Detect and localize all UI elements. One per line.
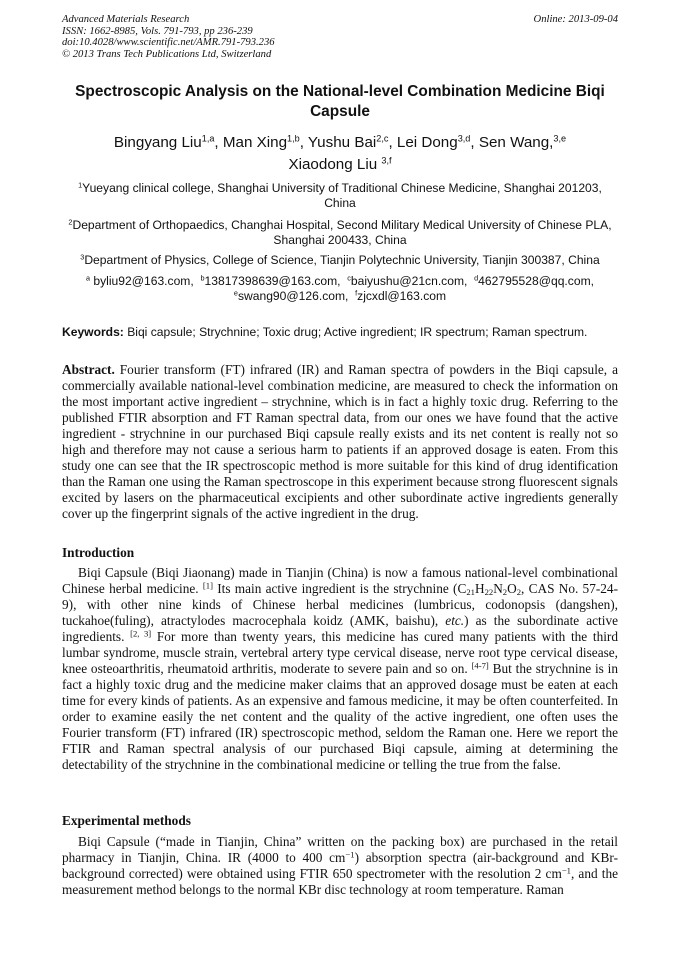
author-affil-mark: 3,f	[381, 155, 392, 166]
author-name: Xiaodong Liu	[288, 156, 378, 173]
element-count: 2	[502, 587, 508, 598]
author-name: Yushu Bai	[307, 134, 377, 151]
affiliation-number: 3	[80, 252, 85, 262]
author-separator: ,	[388, 134, 397, 151]
doi-line: doi:10.4028/www.scientific.net/AMR.791-793.236	[62, 37, 275, 49]
affiliation-2	[62, 218, 618, 248]
online-date: Online: 2013-09-04	[533, 14, 618, 25]
section-heading-experimental-methods: Experimental methods	[62, 813, 191, 828]
email-mark: b	[200, 273, 205, 283]
keywords	[62, 324, 618, 340]
text-run: ) absorption spectra (air-background and KBr-background corrected) were obtained using FTIR 650 spectrometer with the resolution 2 cm	[62, 850, 618, 881]
email-address[interactable]: baiyushu@21cn.com,	[350, 274, 468, 288]
citation[interactable]: [1]	[202, 580, 213, 591]
author-name: Bingyang Liu	[113, 134, 202, 151]
author-affil-mark: 1,b	[287, 133, 300, 144]
abstract-text: Fourier transform (FT) infrared (IR) and Raman spectra of powders in the Biqi capsule, a commercially available national-level combination medicine, are measured to check the information on the most important active ingredient – strychnine, which is in fact a highly toxic drug. Referring to the published FTIR absorption and FT Raman spectral data, from our ones we have found that the active ingredient - strychnine in our purchased Biqi capsule really exists and its net content is really not so high and therefore may not cause a serious harm to patients if an approved dosage is eaten. From this study one can see that the IR spectroscopic method is more suitable for this kind of drug identification than the Raman one using the Raman spectroscope in this experiment because strong fluorescent signals excited by lasers on the pharmaceutical excipients and other subordinate active ingredients generally cover up the fingerprint signals of the active ingredient in the drug.	[62, 362, 618, 521]
email-mark: e	[233, 288, 238, 298]
author-separator: ,	[470, 134, 479, 151]
text-run: ) as the subordinate active ingredients.	[62, 613, 618, 644]
chemical-formula	[457, 581, 521, 596]
author-affil-mark: 3,d	[457, 133, 471, 144]
affiliation-text: Department of Physics, College of Science, Tianjin Polytechnic University, Tianjin 300387, China	[84, 253, 600, 267]
email-address[interactable]: 13817398639@163.com,	[204, 274, 341, 288]
unit-exponent: −1	[345, 849, 355, 860]
abstract-label: Abstract.	[62, 362, 115, 377]
keywords-label: Keywords:	[62, 325, 124, 339]
element-count: 22	[484, 587, 494, 598]
author-affil-mark: 2,c	[376, 133, 389, 144]
unit-exponent: −1	[561, 865, 571, 876]
element-symbol: C	[457, 581, 467, 596]
text-run: But the strychnine is in fact a highly toxic drug and the medicine maker claims that an approved dosage must be eaten at each time for every kinds of patients. As an expensive and famous medicine, it may be often counterfeited. In order to examine easily the net content and the quality of the active ingredient, one often uses the Fourier transform (FT) infrared (IR) spectroscopic method, seldom the Raman one. Here we report the FTIR and Raman spectral analysis of our purchased Biqi capsule, aiming at determining the detectability of the strychnine in the combinational medicine or telling the true from the false.	[62, 661, 618, 772]
email-mark: d	[474, 273, 479, 283]
author-affil-mark: 1,a	[201, 133, 215, 144]
issn-line: ISSN: 1662-8985, Vols. 791-793, pp 236-239	[62, 25, 253, 37]
author-name: Man Xing	[222, 134, 288, 151]
element-symbol: H	[474, 581, 485, 596]
introduction-paragraph	[62, 565, 618, 773]
email-address[interactable]: swang90@126.com,	[237, 289, 349, 303]
author-name: Sen Wang,	[478, 134, 554, 151]
journal-name: Advanced Materials Research	[62, 14, 190, 25]
author-name: Lei Dong	[396, 134, 458, 151]
affiliation-1	[62, 181, 618, 211]
citation[interactable]: [4-7]	[471, 660, 489, 671]
paper-title: Spectroscopic Analysis on the National-level Combination Medicine Biqi Capsule	[75, 83, 605, 120]
email-mark: f	[355, 288, 358, 298]
text-run: Biqi Capsule (Biqi Jiaonang) made in Tianjin (China) is now a famous national-level combinational Chinese herbal medicine.	[62, 565, 618, 596]
section-heading-introduction: Introduction	[62, 545, 135, 560]
element-symbol: O	[507, 581, 517, 596]
author-separator: ,	[299, 134, 308, 151]
affiliation-text: Department of Orthopaedics, Changhai Hospital, Second Military Medical University of Chinese PLA, Shanghai 200433, China	[72, 218, 612, 247]
element-symbol: N	[493, 581, 503, 596]
text-run: Biqi Capsule (“made in Tianjin, China” written on the packing box) are purchased in the retail pharmacy in Tianjin, China. IR (4000 to 400 cm	[62, 834, 618, 865]
affiliation-number: 2	[68, 217, 73, 227]
email-address[interactable]: zjcxdl@163.com	[357, 289, 447, 303]
email-list	[62, 274, 618, 304]
text-run: Its main active ingredient is the strychnine (	[212, 581, 458, 596]
affiliation-text: Yueyang clinical college, Shanghai University of Traditional Chinese Medicine, Shanghai 201203, China	[82, 181, 602, 210]
affiliation-3	[62, 253, 618, 268]
email-address[interactable]: 462795528@qq.com,	[478, 274, 595, 288]
email-address[interactable]: byliu92@163.com,	[93, 274, 194, 288]
element-count: 21	[466, 587, 475, 598]
author-affil-mark: 3,e	[553, 133, 567, 144]
italic-text: etc.	[445, 613, 465, 628]
text-run: For more than twenty years, this medicine has cured many patients with the third lumbar syndrome, muscle strain, vertebral artery type cervical disease, nerve root type cervical disease, knee osteoarthritis, rheumatoid arthritis, moderate to severe pain and so on.	[62, 629, 619, 676]
email-mark: c	[347, 273, 351, 283]
affiliation-number: 1	[78, 180, 83, 190]
author-separator: ,	[214, 134, 223, 151]
text-run: , CAS No. 57-24-9), with other nine kinds of Chinese herbal medicines (lumbricus, codonopsis (dangshen), tuckahoe(fuling), atractylodes macrocephala koidz (AMK, baishu),	[62, 581, 619, 628]
text-run: , and the measurement method belongs to the normal KBr disc technology at room temperature. Raman	[62, 866, 618, 897]
email-mark: a	[85, 273, 91, 283]
journal-header	[62, 14, 618, 60]
copyright-line: © 2013 Trans Tech Publications Ltd, Switzerland	[62, 48, 272, 60]
methods-paragraph	[62, 834, 618, 898]
author-list	[62, 132, 618, 176]
abstract	[62, 362, 618, 522]
citation[interactable]: [2, 3]	[130, 628, 152, 639]
keywords-text: Biqi capsule; Strychnine; Toxic drug; Active ingredient; IR spectrum; Raman spectrum.	[123, 325, 588, 339]
element-count: 2	[516, 587, 522, 598]
